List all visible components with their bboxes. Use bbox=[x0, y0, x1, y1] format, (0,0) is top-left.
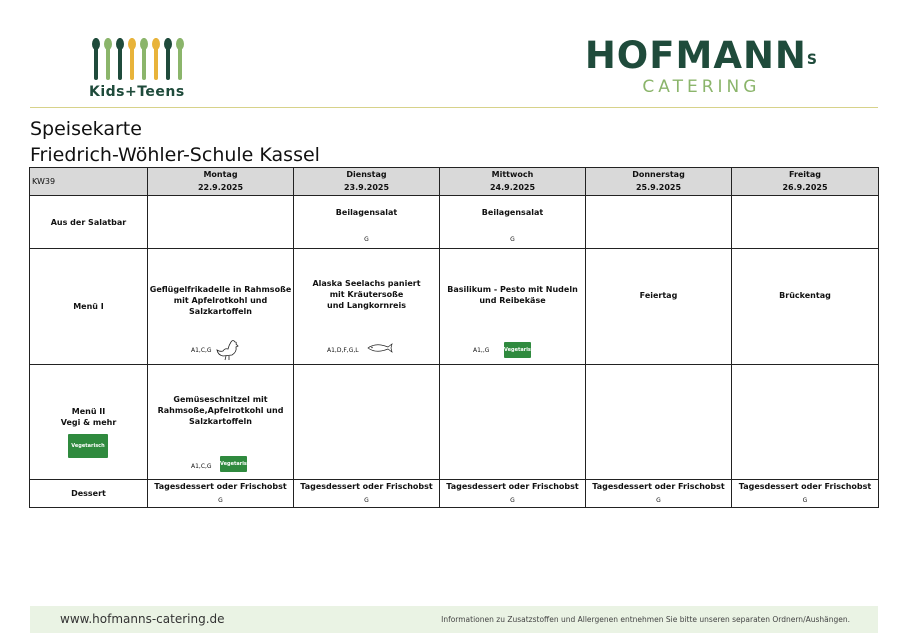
allergen-codes: A1,C,G bbox=[191, 347, 212, 354]
row-label-menu2 bbox=[30, 365, 148, 480]
hofmanns-catering-logo bbox=[585, 36, 818, 98]
allergen-note: Informationen zu Zusatzstoffen und Allergenen entnehmen Sie bitte unseren separaten Ordnern/Aushängen. bbox=[441, 615, 850, 624]
cell-dessert-monday bbox=[148, 480, 294, 508]
cell-menu1-friday bbox=[732, 249, 879, 365]
cell-menu2-monday bbox=[148, 365, 294, 480]
cell-salatbar-thursday bbox=[586, 196, 732, 249]
table-row-dessert bbox=[30, 480, 879, 508]
day-header-monday: Montag 22.9.2025 bbox=[148, 168, 294, 196]
table-header-row bbox=[30, 168, 879, 196]
vegetarian-icon: Vegetarisch bbox=[68, 434, 108, 458]
allergen-codes: G bbox=[656, 497, 661, 504]
allergen-codes: G bbox=[510, 497, 515, 504]
footer-bar bbox=[30, 606, 878, 633]
cell-salatbar-monday bbox=[148, 196, 294, 249]
dish-text: Brückentag bbox=[779, 291, 831, 300]
page-title: Speisekarte bbox=[30, 118, 142, 140]
week-number: KW39 bbox=[30, 168, 148, 196]
cell-menu2-friday bbox=[732, 365, 879, 480]
allergen-codes: A1,,G bbox=[473, 347, 490, 354]
dish-text: Alaska Seelachs paniert mit Kräutersoße und Langkornreis bbox=[312, 279, 421, 310]
allergen-codes: A1,C,G bbox=[191, 463, 212, 470]
cell-menu1-tuesday bbox=[294, 249, 440, 365]
cell-menu1-wednesday bbox=[440, 249, 586, 365]
table-row-menu2 bbox=[30, 365, 879, 480]
allergen-codes: G bbox=[802, 497, 808, 504]
day-header-friday: Freitag 26.9.2025 bbox=[732, 168, 879, 196]
menu-table bbox=[29, 167, 879, 508]
dish-text: Tagesdessert oder Frischobst bbox=[592, 482, 725, 491]
cell-menu2-thursday bbox=[586, 365, 732, 480]
dish-text: Tagesdessert oder Frischobst bbox=[300, 482, 433, 491]
allergen-codes: G bbox=[218, 497, 223, 504]
allergen-codes: A1,D,F,G,L bbox=[327, 347, 359, 354]
allergen-codes: G bbox=[364, 497, 369, 504]
table-row-salatbar bbox=[30, 196, 879, 249]
day-header-thursday: Donnerstag 25.9.2025 bbox=[586, 168, 732, 196]
dish-text: Geflügelfrikadelle in Rahmsoße mit Apfelrotkohl und Salzkartoffeln bbox=[149, 285, 292, 316]
dish-text: Beilagensalat bbox=[481, 208, 544, 217]
day-header-wednesday: Mittwoch 24.9.2025 bbox=[440, 168, 586, 196]
allergen-codes: G bbox=[364, 236, 369, 243]
dish-text: Gemüseschnitzel mit Rahmsoße,Apfelrotkohl und Salzkartoffeln bbox=[157, 395, 284, 426]
row-label-menu2-subtitle: Vegi & mehr bbox=[60, 418, 117, 427]
brand-sub: CATERING bbox=[642, 77, 761, 97]
dish-text: Tagesdessert oder Frischobst bbox=[738, 482, 872, 491]
cell-menu2-wednesday bbox=[440, 365, 586, 480]
day-header-tuesday: Dienstag 23.9.2025 bbox=[294, 168, 440, 196]
website-link[interactable]: www.hofmanns-catering.de bbox=[60, 612, 225, 626]
kids-teens-logo-text: Kids+Teens bbox=[89, 84, 185, 100]
cell-dessert-thursday bbox=[586, 480, 732, 508]
school-name: Friedrich-Wöhler-Schule Kassel bbox=[30, 144, 320, 166]
row-label-menu2-title: Menü II bbox=[71, 407, 106, 416]
fish-icon bbox=[366, 343, 394, 353]
dish-text: Tagesdessert oder Frischobst bbox=[154, 482, 287, 491]
cell-salatbar-tuesday bbox=[294, 196, 440, 249]
dish-text: Feiertag bbox=[639, 291, 678, 300]
vegetarian-icon: Vegetarisch bbox=[504, 342, 531, 358]
cell-menu1-thursday bbox=[586, 249, 732, 365]
cell-salatbar-friday bbox=[732, 196, 879, 249]
table-row-menu1 bbox=[30, 249, 879, 365]
vegetarian-icon: Vegetarisch bbox=[220, 456, 247, 472]
row-label-dessert: Dessert bbox=[30, 480, 148, 508]
cell-menu2-tuesday bbox=[294, 365, 440, 480]
row-label-salatbar: Aus der Salatbar bbox=[30, 196, 148, 249]
brand-name: $HOFMANN^S$ bbox=[584, 34, 818, 77]
row-label-menu1: Menü I bbox=[30, 249, 148, 365]
rooster-icon bbox=[216, 339, 240, 361]
dish-text: Tagesdessert oder Frischobst bbox=[446, 482, 579, 491]
dish-text: Basilikum - Pesto mit Nudeln und Reibekäse bbox=[447, 285, 578, 305]
cell-dessert-tuesday bbox=[294, 480, 440, 508]
cell-menu1-monday bbox=[148, 249, 294, 365]
allergen-codes: G bbox=[510, 236, 515, 243]
cell-dessert-wednesday bbox=[440, 480, 586, 508]
header-divider bbox=[30, 107, 878, 108]
cell-dessert-friday bbox=[732, 480, 879, 508]
dish-text: Beilagensalat bbox=[335, 208, 398, 217]
cell-salatbar-wednesday bbox=[440, 196, 586, 249]
